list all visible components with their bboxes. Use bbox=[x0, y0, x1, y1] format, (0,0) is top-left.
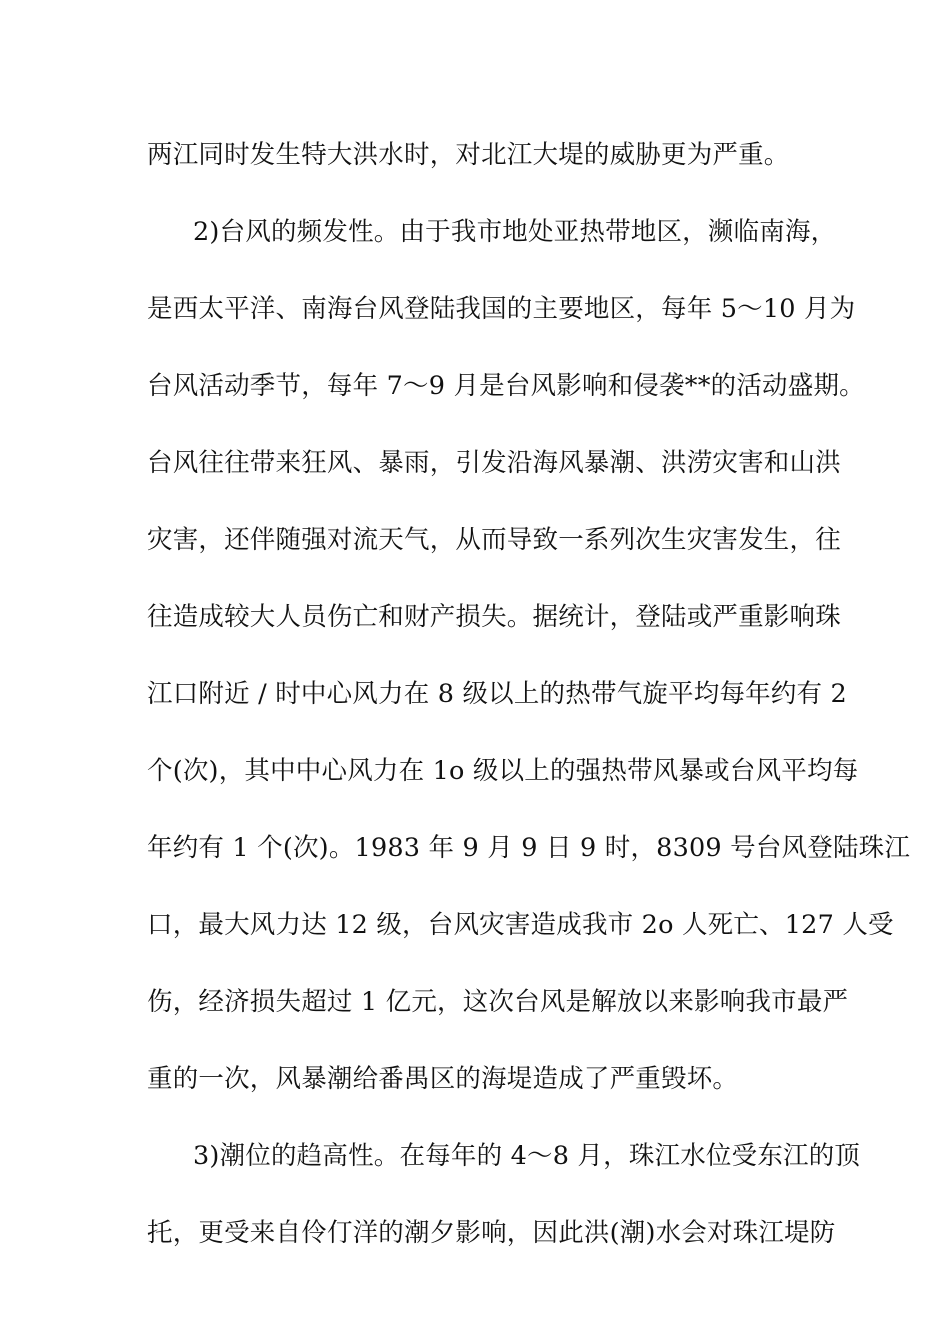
text-line-10: 年约有 1 个(次)。1983 年 9 月 9 日 9 时，8309 号台风登陆珠江 bbox=[147, 833, 911, 863]
text-line-8: 江口附近 / 时中心风力在 8 级以上的热带气旋平均每年约有 2 bbox=[147, 679, 847, 709]
text-line-12: 伤，经济损失超过 1 亿元，这次台风是解放以来影响我市最严 bbox=[147, 987, 849, 1017]
text-line-15: 托，更受来自伶仃洋的潮夕影响，因此洪(潮)水会对珠江堤防 bbox=[147, 1218, 836, 1248]
text-line-7: 往造成较大人员伤亡和财产损失。据统计，登陆或严重影响珠 bbox=[147, 602, 841, 632]
text-line-13: 重的一次，风暴潮给番禺区的海堤造成了严重毁坏。 bbox=[147, 1064, 739, 1094]
text-line-1: 两江同时发生特大洪水时，对北江大堤的威胁更为严重。 bbox=[147, 140, 790, 170]
text-line-6: 灾害，还伴随强对流天气，从而导致一系列次生灾害发生，往 bbox=[147, 525, 841, 555]
text-line-5: 台风往往带来狂风、暴雨，引发沿海风暴潮、洪涝灾害和山洪 bbox=[147, 448, 841, 478]
text-line-4: 台风活动季节，每年 7～9 月是台风影响和侵袭**的活动盛期。 bbox=[147, 371, 865, 401]
text-line-3: 是西太平洋、南海台风登陆我国的主要地区，每年 5～10 月为 bbox=[147, 294, 856, 324]
text-line-14-paragraph-start: 3)潮位的趋高性。在每年的 4～8 月，珠江水位受东江的顶 bbox=[193, 1141, 861, 1171]
text-line-11: 口，最大风力达 12 级，台风灾害造成我市 2o 人死亡、127 人受 bbox=[147, 910, 894, 940]
text-line-9: 个(次)，其中中心风力在 1o 级以上的强热带风暴或台风平均每 bbox=[147, 756, 859, 786]
text-line-2-paragraph-start: 2)台风的频发性。由于我市地处亚热带地区，濒临南海， bbox=[193, 217, 837, 247]
